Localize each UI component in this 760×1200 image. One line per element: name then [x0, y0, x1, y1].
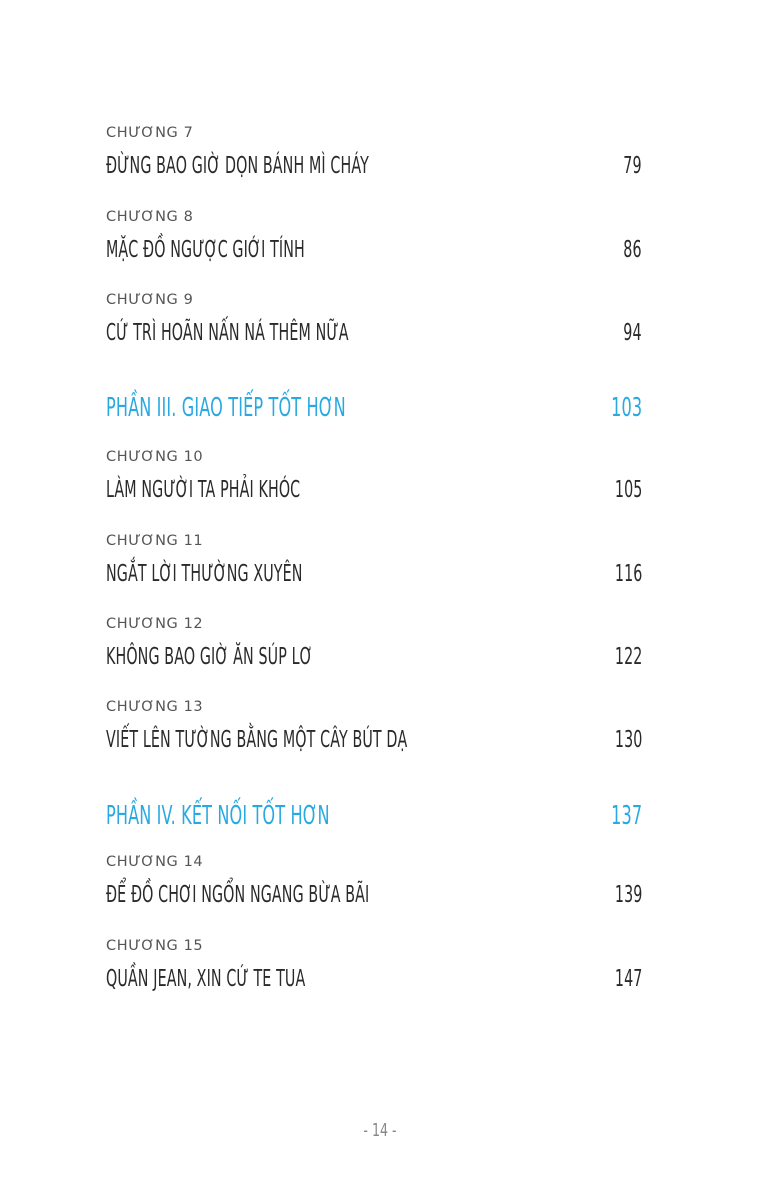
chapter-title: LÀM NGƯỜI TA PHẢI KHÓC	[106, 477, 301, 503]
toc-entry-chapter-14[interactable]	[106, 853, 642, 909]
page-number: 94	[623, 320, 642, 346]
chapter-title: KHÔNG BAO GIỜ ĂN SÚP LƠ	[106, 644, 313, 670]
chapter-label: CHƯƠNG 7	[106, 125, 194, 141]
chapter-label: CHƯƠNG 13	[106, 699, 204, 715]
page-number: 137	[610, 801, 642, 831]
chapter-label: CHƯƠNG 12	[106, 616, 204, 632]
chapter-title: ĐỂ ĐỒ CHƠI NGỔN NGANG BỪA BÃI	[106, 882, 370, 908]
page-number: 122	[614, 644, 642, 670]
chapter-label: CHƯƠNG 15	[106, 938, 204, 954]
chapter-title: ĐỪNG BAO GIỜ DỌN BÁNH MÌ CHÁY	[106, 153, 369, 179]
toc-entry-chapter-12[interactable]	[106, 615, 642, 671]
chapter-title: VIẾT LÊN TƯỜNG BẰNG MỘT CÂY BÚT DẠ	[106, 727, 408, 753]
chapter-title: NGẮT LỜI THƯỜNG XUYÊN	[106, 561, 303, 587]
toc-entry-chapter-13[interactable]	[106, 698, 642, 754]
chapter-label: CHƯƠNG 10	[106, 449, 204, 465]
page-number: 130	[614, 727, 642, 753]
chapter-title: MẶC ĐỒ NGƯỢC GIỚI TÍNH	[106, 237, 305, 263]
part-title: PHẦN IV. KẾT NỐI TỐT HƠN	[106, 801, 330, 831]
page-number: 116	[614, 561, 642, 587]
chapter-label: CHƯƠNG 9	[106, 292, 194, 308]
chapter-label: CHƯƠNG 11	[106, 533, 204, 549]
page-number: 103	[610, 393, 642, 423]
chapter-title: QUẦN JEAN, XIN CỨ TE TUA	[106, 966, 306, 992]
toc-entry-chapter-8[interactable]	[106, 208, 642, 264]
toc-entry-chapter-11[interactable]	[106, 532, 642, 588]
toc-entry-chapter-7[interactable]	[106, 124, 642, 180]
page-number: 79	[623, 153, 642, 179]
toc-entry-chapter-15[interactable]	[106, 937, 642, 993]
toc-entry-chapter-10[interactable]	[106, 448, 642, 504]
toc-part-4[interactable]	[106, 802, 642, 830]
chapter-title: CỨ TRÌ HOÃN NẤN NÁ THÊM NỮA	[106, 320, 349, 346]
chapter-label: CHƯƠNG 8	[106, 209, 194, 225]
chapter-label: CHƯƠNG 14	[106, 854, 204, 870]
page-number: 139	[614, 882, 642, 908]
toc-part-3[interactable]	[106, 394, 642, 422]
part-title: PHẦN III. GIAO TIẾP TỐT HƠN	[106, 393, 346, 423]
page-number: 105	[614, 477, 642, 503]
table-of-contents	[106, 0, 642, 1200]
toc-entry-chapter-9[interactable]	[106, 291, 642, 347]
page-number: 147	[614, 966, 642, 992]
page-number: 86	[623, 237, 642, 263]
page-footer-number: - 14 -	[363, 1120, 397, 1141]
